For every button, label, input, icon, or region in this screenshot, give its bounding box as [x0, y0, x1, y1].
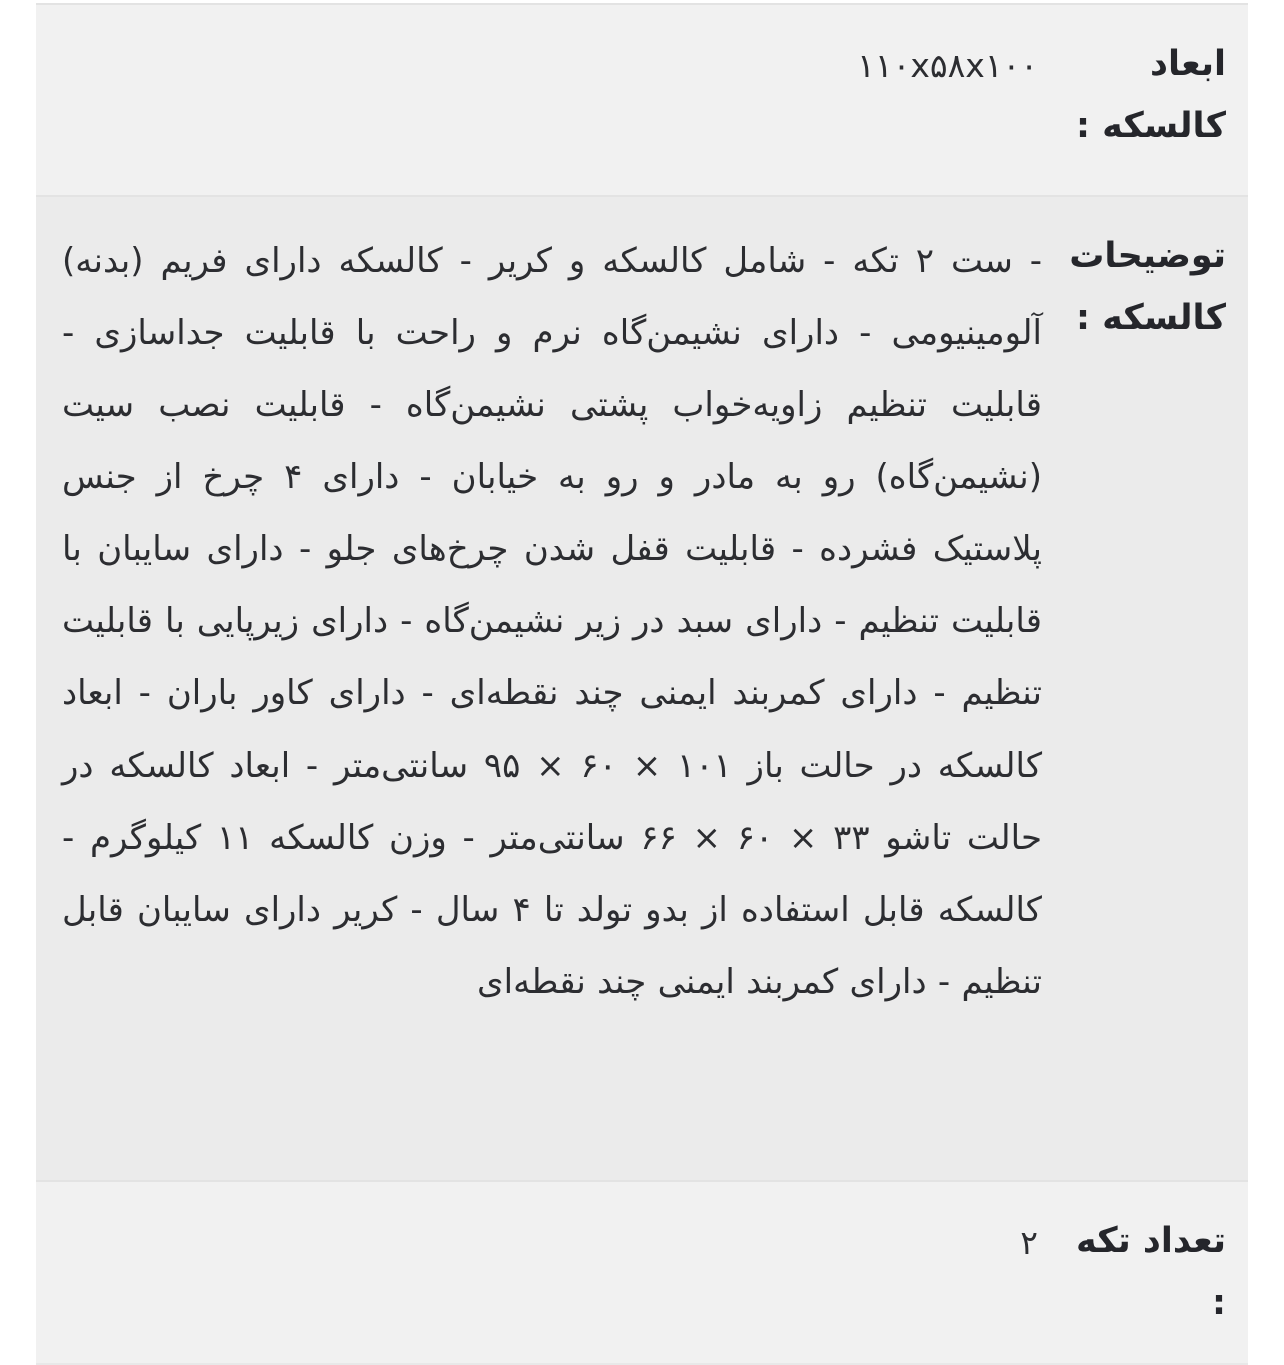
spec-value-dimensions: ۱۱۰x۵۸x۱۰۰ — [857, 46, 1038, 85]
product-specification-table — [36, 3, 1248, 1365]
spec-label-piece-count: تعداد تکه : — [1076, 1221, 1226, 1324]
spec-label-dimensions: ابعاد کالسکه : — [1075, 44, 1226, 147]
spec-value-piece-count: ۲ — [1020, 1223, 1038, 1262]
spec-label-description: توضیحات کالسکه : — [1069, 236, 1226, 339]
table-row — [36, 1180, 1248, 1365]
table-row — [36, 3, 1248, 195]
spec-value-description: - ست ۲ تکه - شامل کالسکه و کریر - کالسکه دارای فریم (بدنه) آلومینیومی - دارای نشیمن‌گاه نرم و راحت با قابلیت جداسازی - قابلیت تنظیم زاویه‌خواب پشتی نشیمن‌گاه - قابلیت نصب سیت (نشیمن‌گاه) رو به مادر و رو به خیابان - دارای ۴ چرخ از جنس پلاستیک فشرده - قابلیت قفل شدن چرخ‌های جلو - دارای سایبان با قابلیت تنظیم - دارای سبد در زیر نشیمن‌گاه - دارای زیرپایی با قابلیت تنظیم - دارای کمربند ایمنی چند نقطه‌ای - دارای کاور باران - ابعاد کالسکه در حالت باز ۱۰۱ × ۶۰ × ۹۵ سانتی‌متر - ابعاد کالسکه در حالت تاشو ۳۳ × ۶۰ × ۶۶ سانتی‌متر - وزن کالسکه ۱۱ کیلوگرم - کالسکه قابل استفاده از بدو تولد تا ۴ سال - کریر دارای سایبان قابل تنظیم - دارای کمربند ایمنی چند نقطه‌ای — [62, 241, 1043, 1002]
table-row — [36, 195, 1248, 1180]
